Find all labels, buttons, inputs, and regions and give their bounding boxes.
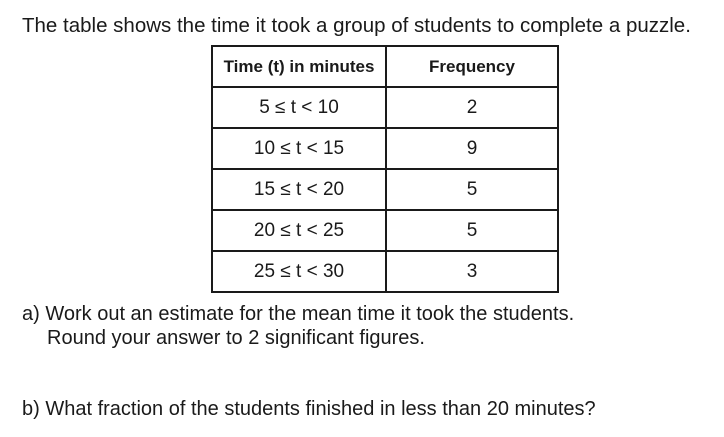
header-time: Time (t) in minutes (212, 46, 386, 87)
table-header-row (212, 46, 558, 87)
table-row (212, 128, 558, 169)
table-row (212, 169, 558, 210)
header-frequency: Frequency (386, 46, 558, 87)
table-row (212, 251, 558, 292)
time-cell: 20 ≤ t < 25 (212, 210, 386, 251)
table-row (212, 87, 558, 128)
frequency-cell: 5 (386, 169, 558, 210)
question-a-instruction: Round your answer to 2 significant figures. (47, 327, 425, 349)
frequency-cell: 3 (386, 251, 558, 292)
frequency-cell: 9 (386, 128, 558, 169)
time-cell: 10 ≤ t < 15 (212, 128, 386, 169)
table-row (212, 210, 558, 251)
question-a: a) Work out an estimate for the mean time it took the students. (22, 303, 575, 325)
frequency-table (211, 45, 559, 293)
time-cell: 25 ≤ t < 30 (212, 251, 386, 292)
time-cell: 5 ≤ t < 10 (212, 87, 386, 128)
question-b: b) What fraction of the students finished in less than 20 minutes? (22, 398, 596, 420)
intro-text: The table shows the time it took a group of students to complete a puzzle. (22, 14, 691, 37)
time-cell: 15 ≤ t < 20 (212, 169, 386, 210)
frequency-cell: 2 (386, 87, 558, 128)
frequency-cell: 5 (386, 210, 558, 251)
